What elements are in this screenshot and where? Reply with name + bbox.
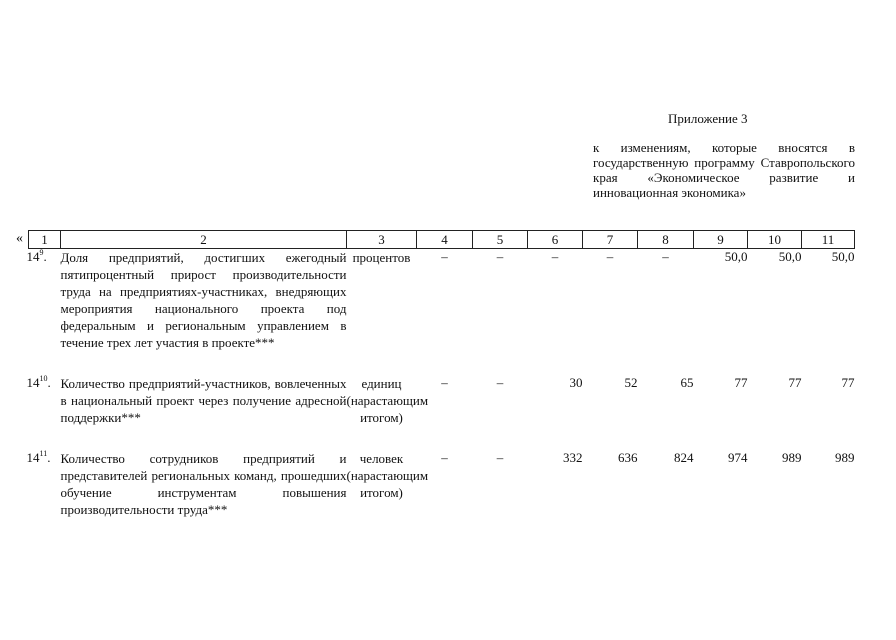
value-cell: 77 [734,375,748,390]
value-cell: – [441,249,448,264]
value-cell: – [662,249,669,264]
table-row [29,249,855,352]
value-cell: 50,0 [778,249,802,264]
value-cell: – [496,450,504,465]
value-cell: 332 [563,450,583,465]
table-row [29,375,855,426]
unit-cell: человек (нарастающим итогом) [346,451,429,500]
header-cell: 11 [802,231,855,249]
value-cell: – [551,249,559,264]
row-number: $14^{11}$. [26,449,51,465]
unit-cell: единиц (нарастающим итогом) [346,376,429,425]
value-cell: – [441,450,448,465]
indicator-description: Доля предприятий, достигших ежегодный пятипроцентный прирост производительности труда на предприятиях-участниках, внедряющих мероприятия национального проекта под федеральным и региональным управлением в течение трех лет участия в проекте*** [60,250,347,350]
header-cell: 4 [417,231,473,249]
header-cell: 3 [347,231,417,249]
unit-cell: процентов [352,250,411,265]
value-cell: 77 [841,375,855,390]
header-cell: 9 [694,231,748,249]
indicator-description: Количество предприятий-участников, вовлеченных в национальный проект через получение адресной поддержки*** [60,376,347,425]
value-cell: 989 [835,450,855,465]
value-cell: 77 [788,375,802,390]
header-cell: 6 [528,231,583,249]
value-cell: 30 [569,375,583,390]
appendix-note: к изменениям, которые вносятся в государственную программу Ставропольского края «Экономическое развитие и инновационная экономика» [593,140,855,200]
value-cell: 989 [782,450,802,465]
value-cell: 65 [680,375,694,390]
row-number: $14^9$. [26,248,47,264]
indicators-table [28,230,855,518]
column-number-header-row [29,231,855,249]
value-cell: 824 [674,450,694,465]
appendix-title: Приложение 3 [668,111,748,126]
value-cell: 52 [624,375,638,390]
header-cell: 2 [61,231,347,249]
value-cell: 974 [728,450,748,465]
header-cell: 7 [583,231,638,249]
value-cell: 636 [618,450,638,465]
header-cell: 1 [29,231,61,249]
value-cell: 50,0 [724,249,748,264]
value-cell: – [441,375,448,390]
opening-quote-mark: « [16,231,23,246]
value-cell: – [496,249,504,264]
indicator-description: Количество сотрудников предприятий и представителей региональных команд, прошедших обучение инструментам повышения производительности труда*** [60,451,347,517]
header-cell: 8 [638,231,694,249]
header-cell: 5 [473,231,528,249]
table-row [29,450,855,518]
value-cell: – [606,249,614,264]
value-cell: – [496,375,504,390]
row-number: $14^{10}$. [26,374,51,390]
header-cell: 10 [748,231,802,249]
value-cell: 50,0 [831,249,855,264]
